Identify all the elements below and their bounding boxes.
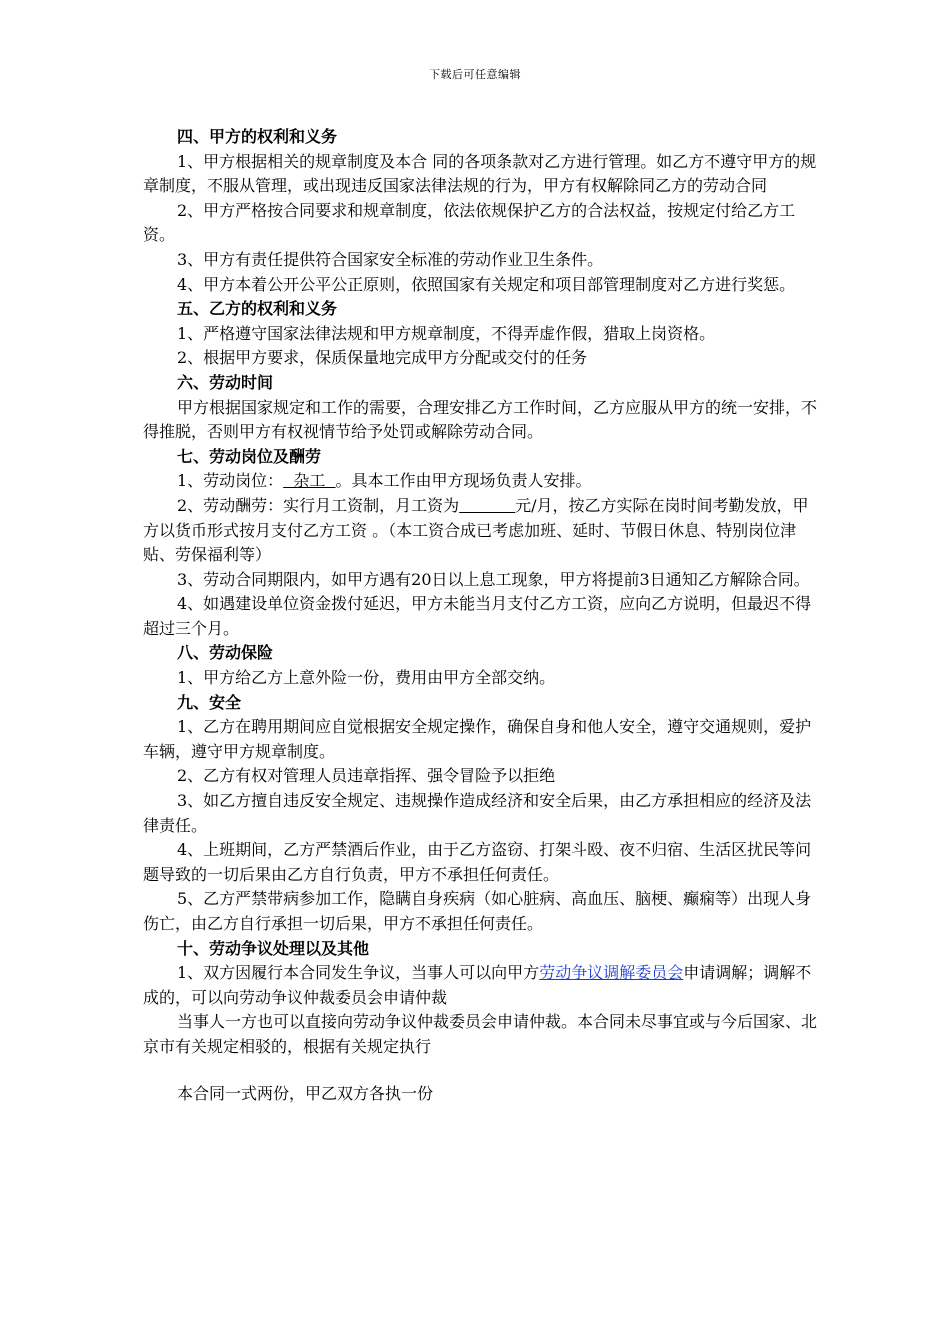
section-5-clause-1: 1、严格遵守国家法律法规和甲方规章制度，不得弄虚作假，猎取上岗资格。 — [177, 323, 716, 343]
section-9-clause-2: 2、乙方有权对管理人员违章指挥、强令冒险予以拒绝 — [177, 766, 556, 786]
section-9-title: 九、安全 — [177, 692, 242, 712]
section-4-clause-4: 4、甲方本着公开公平公正原则，依照国家有关规定和项目部管理制度对乙方进行奖惩。 — [177, 274, 796, 294]
section-4-clause-2: 2、甲方严格按合同要求和规章制度，依法依规保护乙方的合法权益，按规定付给乙方工资。 — [143, 200, 796, 245]
section-4-clause-3: 3、甲方有责任提供符合国家安全标准的劳动作业卫生条件。 — [177, 249, 604, 269]
clause-text: 元/月，按乙方实际在岗时间考勤发放，甲方以货币形式按月支付乙方工资 。（本工资合成已考虑加班、延时、节假日休息、特别岗位津贴、劳保福利等） — [143, 495, 809, 565]
section-8-title: 八、劳动保险 — [177, 643, 274, 663]
section-9-clause-3: 3、如乙方擅自违反安全规定、违规操作造成经济和安全后果，由乙方承担相应的经济及法律责任。 — [143, 791, 812, 835]
section-7-title: 七、劳动岗位及酬劳 — [177, 446, 322, 466]
section-7-clause-2 — [143, 494, 823, 568]
mediation-committee-link[interactable]: 劳动争议调解委员会 — [539, 963, 684, 983]
clause-text: 1、劳动岗位： — [177, 471, 284, 491]
section-7-clause-1 — [143, 469, 823, 494]
section-10-title: 十、劳动争议处理以及其他 — [177, 938, 370, 958]
section-9-clause-1: 1、乙方在聘用期间应自觉根据安全规定操作，确保自身和他人安全，遵守交通规则，爱护车辆，遵守甲方规章制度。 — [143, 717, 812, 761]
section-9-clause-4: 4、上班期间，乙方严禁酒后作业，由于乙方盗窃、打架斗殴、夜不归宿、生活区扰民等问题导致的一切后果由乙方自行负责，甲方不承担任何责任。 — [143, 840, 812, 884]
section-8-clause-1: 1、甲方给乙方上意外险一份，费用由甲方全部交纳。 — [177, 668, 556, 688]
section-4-clause-1: 1、甲方根据相关的规章制度及本合 同的各项条款对乙方进行管理。如乙方不遵守甲方的规章制度，不服从管理，或出现违反国家法律法规的行为，甲方有权解除同乙方的劳动合同 — [143, 151, 817, 196]
clause-text: 1、双方因履行本合同发生争议，当事人可以向甲方 — [177, 963, 540, 983]
section-5-clause-2: 2、根据甲方要求，保质保量地完成甲方分配或交付的任务 — [177, 348, 588, 368]
section-5-title: 五、乙方的权利和义务 — [177, 299, 338, 319]
clause-text: 申请调解；调解不成的，可以向劳动争议仲裁委员会申请仲裁 — [143, 963, 812, 1007]
section-4-title: 四、甲方的权利和义务 — [177, 127, 338, 146]
clause-text: 2、劳动酬劳：实行月工资制，月工资为 — [177, 495, 460, 515]
salary-blank — [459, 496, 515, 515]
section-6-title: 六、劳动时间 — [177, 372, 274, 392]
section-6-clause-1: 甲方根据国家规定和工作的需要，合理安排乙方工作时间，乙方应服从甲方的统一安排，不得推脱，否则甲方有权视情节给予处罚或解除劳动合同。 — [143, 397, 818, 442]
position-blank: 杂工 — [283, 471, 336, 491]
section-7-clause-4: 4、如遇建设单位资金拨付延迟，甲方未能当月支付乙方工资，应向乙方说明，但最迟不得超过三个月。 — [143, 594, 812, 638]
closing-statement: 本合同一式两份，甲乙双方各执一份 — [177, 1083, 434, 1103]
contract-body — [143, 125, 823, 1106]
page-header: 下载后可任意编辑 — [429, 68, 521, 81]
spacer — [143, 1060, 823, 1082]
section-10-clause-1 — [143, 961, 823, 1010]
section-7-clause-3: 3、劳动合同期限内，如甲方遇有20日以上息工现象，甲方将提前3日通知乙方解除合同。 — [177, 569, 810, 589]
clause-text: 。具本工作由甲方现场负责人安排。 — [335, 471, 592, 491]
section-9-clause-5: 5、乙方严禁带病参加工作，隐瞒自身疾病（如心脏病、高血压、脑梗、癫痫等）出现人身伤亡，由乙方自行承担一切后果，甲方不承担任何责任。 — [143, 889, 812, 933]
section-10-clause-2: 当事人一方也可以直接向劳动争议仲裁委员会申请仲裁。本合同未尽事宜或与今后国家、北京市有关规定相驳的，根据有关规定执行 — [143, 1012, 818, 1056]
